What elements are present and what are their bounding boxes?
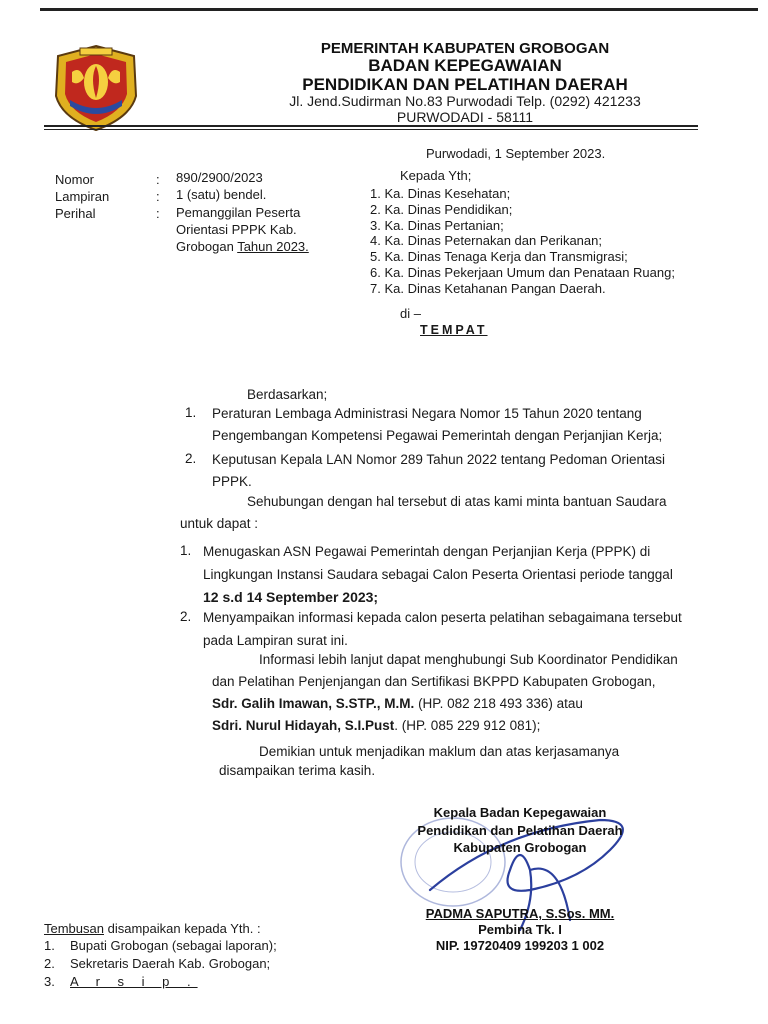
cc-heading: Tembusan disampaikan kepada Yth. : xyxy=(44,921,261,936)
cc-item: A r s i p . xyxy=(70,974,198,989)
agency-city: PURWODADI - 58111 xyxy=(396,109,534,125)
cc-number: 3. xyxy=(44,974,55,989)
agency-name-line1: BADAN KEPEGAWAIAN xyxy=(368,56,562,75)
lampiran-value: 1 (satu) bendel. xyxy=(176,187,267,202)
task-number: 2. xyxy=(180,609,192,624)
cc-number: 1. xyxy=(44,938,55,953)
lampiran-colon: : xyxy=(156,189,160,204)
agency-address: Jl. Jend.Sudirman No.83 Purwodadi Telp. (0292) 421233 xyxy=(289,93,641,109)
list-item: 7. Ka. Dinas Ketahanan Pangan Daerah. xyxy=(370,280,606,296)
header-rule-thick xyxy=(44,125,698,127)
request-line: untuk dapat : xyxy=(180,516,259,531)
task-period: 12 s.d 14 September 2023; xyxy=(203,589,379,605)
info-line: Informasi lebih lanjut dapat menghubungi Sub Koordinator Pendidikan xyxy=(259,652,678,667)
nomor-label: Nomor xyxy=(55,172,95,187)
signatory-title-3: Kabupaten Grobogan xyxy=(453,840,587,855)
task-line: pada Lampiran surat ini. xyxy=(203,633,348,648)
nomor-colon: : xyxy=(156,172,160,187)
header-rule-thin xyxy=(44,129,698,130)
perihal-line1: Pemanggilan Peserta xyxy=(176,205,301,220)
list-item: 2. Ka. Dinas Pendidikan; xyxy=(370,201,513,217)
task-line: Lingkungan Instansi Saudara sebagai Calon Peserta Orientasi periode tanggal xyxy=(203,567,673,582)
recipient-di: di – xyxy=(400,306,421,321)
closing-line: Demikian untuk menjadikan maklum dan atas kerjasamanya xyxy=(259,744,620,759)
signatory-rank: Pembina Tk. I xyxy=(478,922,562,937)
perihal-colon: : xyxy=(156,206,160,221)
signatory-name: PADMA SAPUTRA, S.Sos. MM. xyxy=(425,906,615,921)
cc-item: Bupati Grobogan (sebagai laporan); xyxy=(70,938,277,953)
cc-item: Sekretaris Daerah Kab. Grobogan; xyxy=(70,956,271,971)
signatory-nip: NIP. 19720409 199203 1 002 xyxy=(435,938,605,953)
ref-line: Pengembangan Kompetensi Pegawai Pemerintah dengan Perjanjian Kerja; xyxy=(212,428,663,443)
signatory-title-2: Pendidikan dan Pelatihan Daerah xyxy=(417,823,623,838)
contact-name: Sdri. Nurul Hidayah, S.I.Pust xyxy=(212,718,395,733)
task-line: Menyampaikan informasi kepada calon peserta pelatihan sebagaimana tersebut xyxy=(203,610,682,625)
cc-number: 2. xyxy=(44,956,55,971)
closing-line: disampaikan terima kasih. xyxy=(219,763,376,778)
list-item: 1. Ka. Dinas Kesehatan; xyxy=(370,186,511,201)
recipient-heading: Kepada Yth; xyxy=(400,168,472,183)
nomor-value: 890/2900/2023 xyxy=(176,170,263,185)
gov-name: PEMERINTAH KABUPATEN GROBOGAN xyxy=(320,40,610,57)
ref-number: 1. xyxy=(185,405,197,420)
info-line: dan Pelatihan Penjenjangan dan Sertifikasi BKPPD Kabupaten Grobogan, xyxy=(212,674,656,689)
letter-date: Purwodadi, 1 September 2023. xyxy=(426,146,606,161)
recipient-place: TEMPAT xyxy=(420,323,488,337)
list-item: 5. Ka. Dinas Tenaga Kerja dan Transmigrasi; xyxy=(370,249,628,265)
ref-line: PPPK. xyxy=(212,474,252,489)
agency-name-line2: PENDIDIKAN DAN PELATIHAN DAERAH xyxy=(302,75,628,94)
perihal-line3: Grobogan Tahun 2023. xyxy=(176,239,309,254)
list-item: 3. Ka. Dinas Pertanian; xyxy=(370,217,504,233)
contact-phone: (HP. 082 218 493 336) atau xyxy=(414,696,583,711)
ref-line: Peraturan Lembaga Administrasi Negara Nomor 15 Tahun 2020 tentang xyxy=(212,406,642,421)
perihal-label: Perihal xyxy=(55,206,96,221)
grobogan-emblem-icon xyxy=(50,42,142,134)
lampiran-label: Lampiran xyxy=(55,189,110,204)
task-line: Menugaskan ASN Pegawai Pemerintah dengan Perjanjian Kerja (PPPK) di xyxy=(203,544,651,559)
request-line: Sehubungan dengan hal tersebut di atas kami minta bantuan Saudara xyxy=(247,494,667,509)
task-number: 1. xyxy=(180,543,192,558)
ref-line: Keputusan Kepala LAN Nomor 289 Tahun 2022 tentang Pedoman Orientasi xyxy=(212,452,666,467)
perihal-line2: Orientasi PPPK Kab. xyxy=(176,222,297,237)
contact-line-1 xyxy=(212,693,690,715)
signatory-title-1: Kepala Badan Kepegawaian xyxy=(433,805,607,820)
contact-name: Sdr. Galih Imawan, S.STP., M.M. xyxy=(212,696,415,711)
top-border-line xyxy=(40,8,758,11)
contact-phone: . (HP. 085 229 912 081); xyxy=(394,718,541,733)
recipient-list xyxy=(370,186,675,297)
list-item: 6. Ka. Dinas Pekerjaan Umum dan Penataan Ruang; xyxy=(370,264,675,280)
contact-line-2 xyxy=(212,715,540,737)
ref-number: 2. xyxy=(185,451,197,466)
based-on-label: Berdasarkan; xyxy=(247,387,328,402)
list-item: 4. Ka. Dinas Peternakan dan Perikanan; xyxy=(370,233,602,249)
